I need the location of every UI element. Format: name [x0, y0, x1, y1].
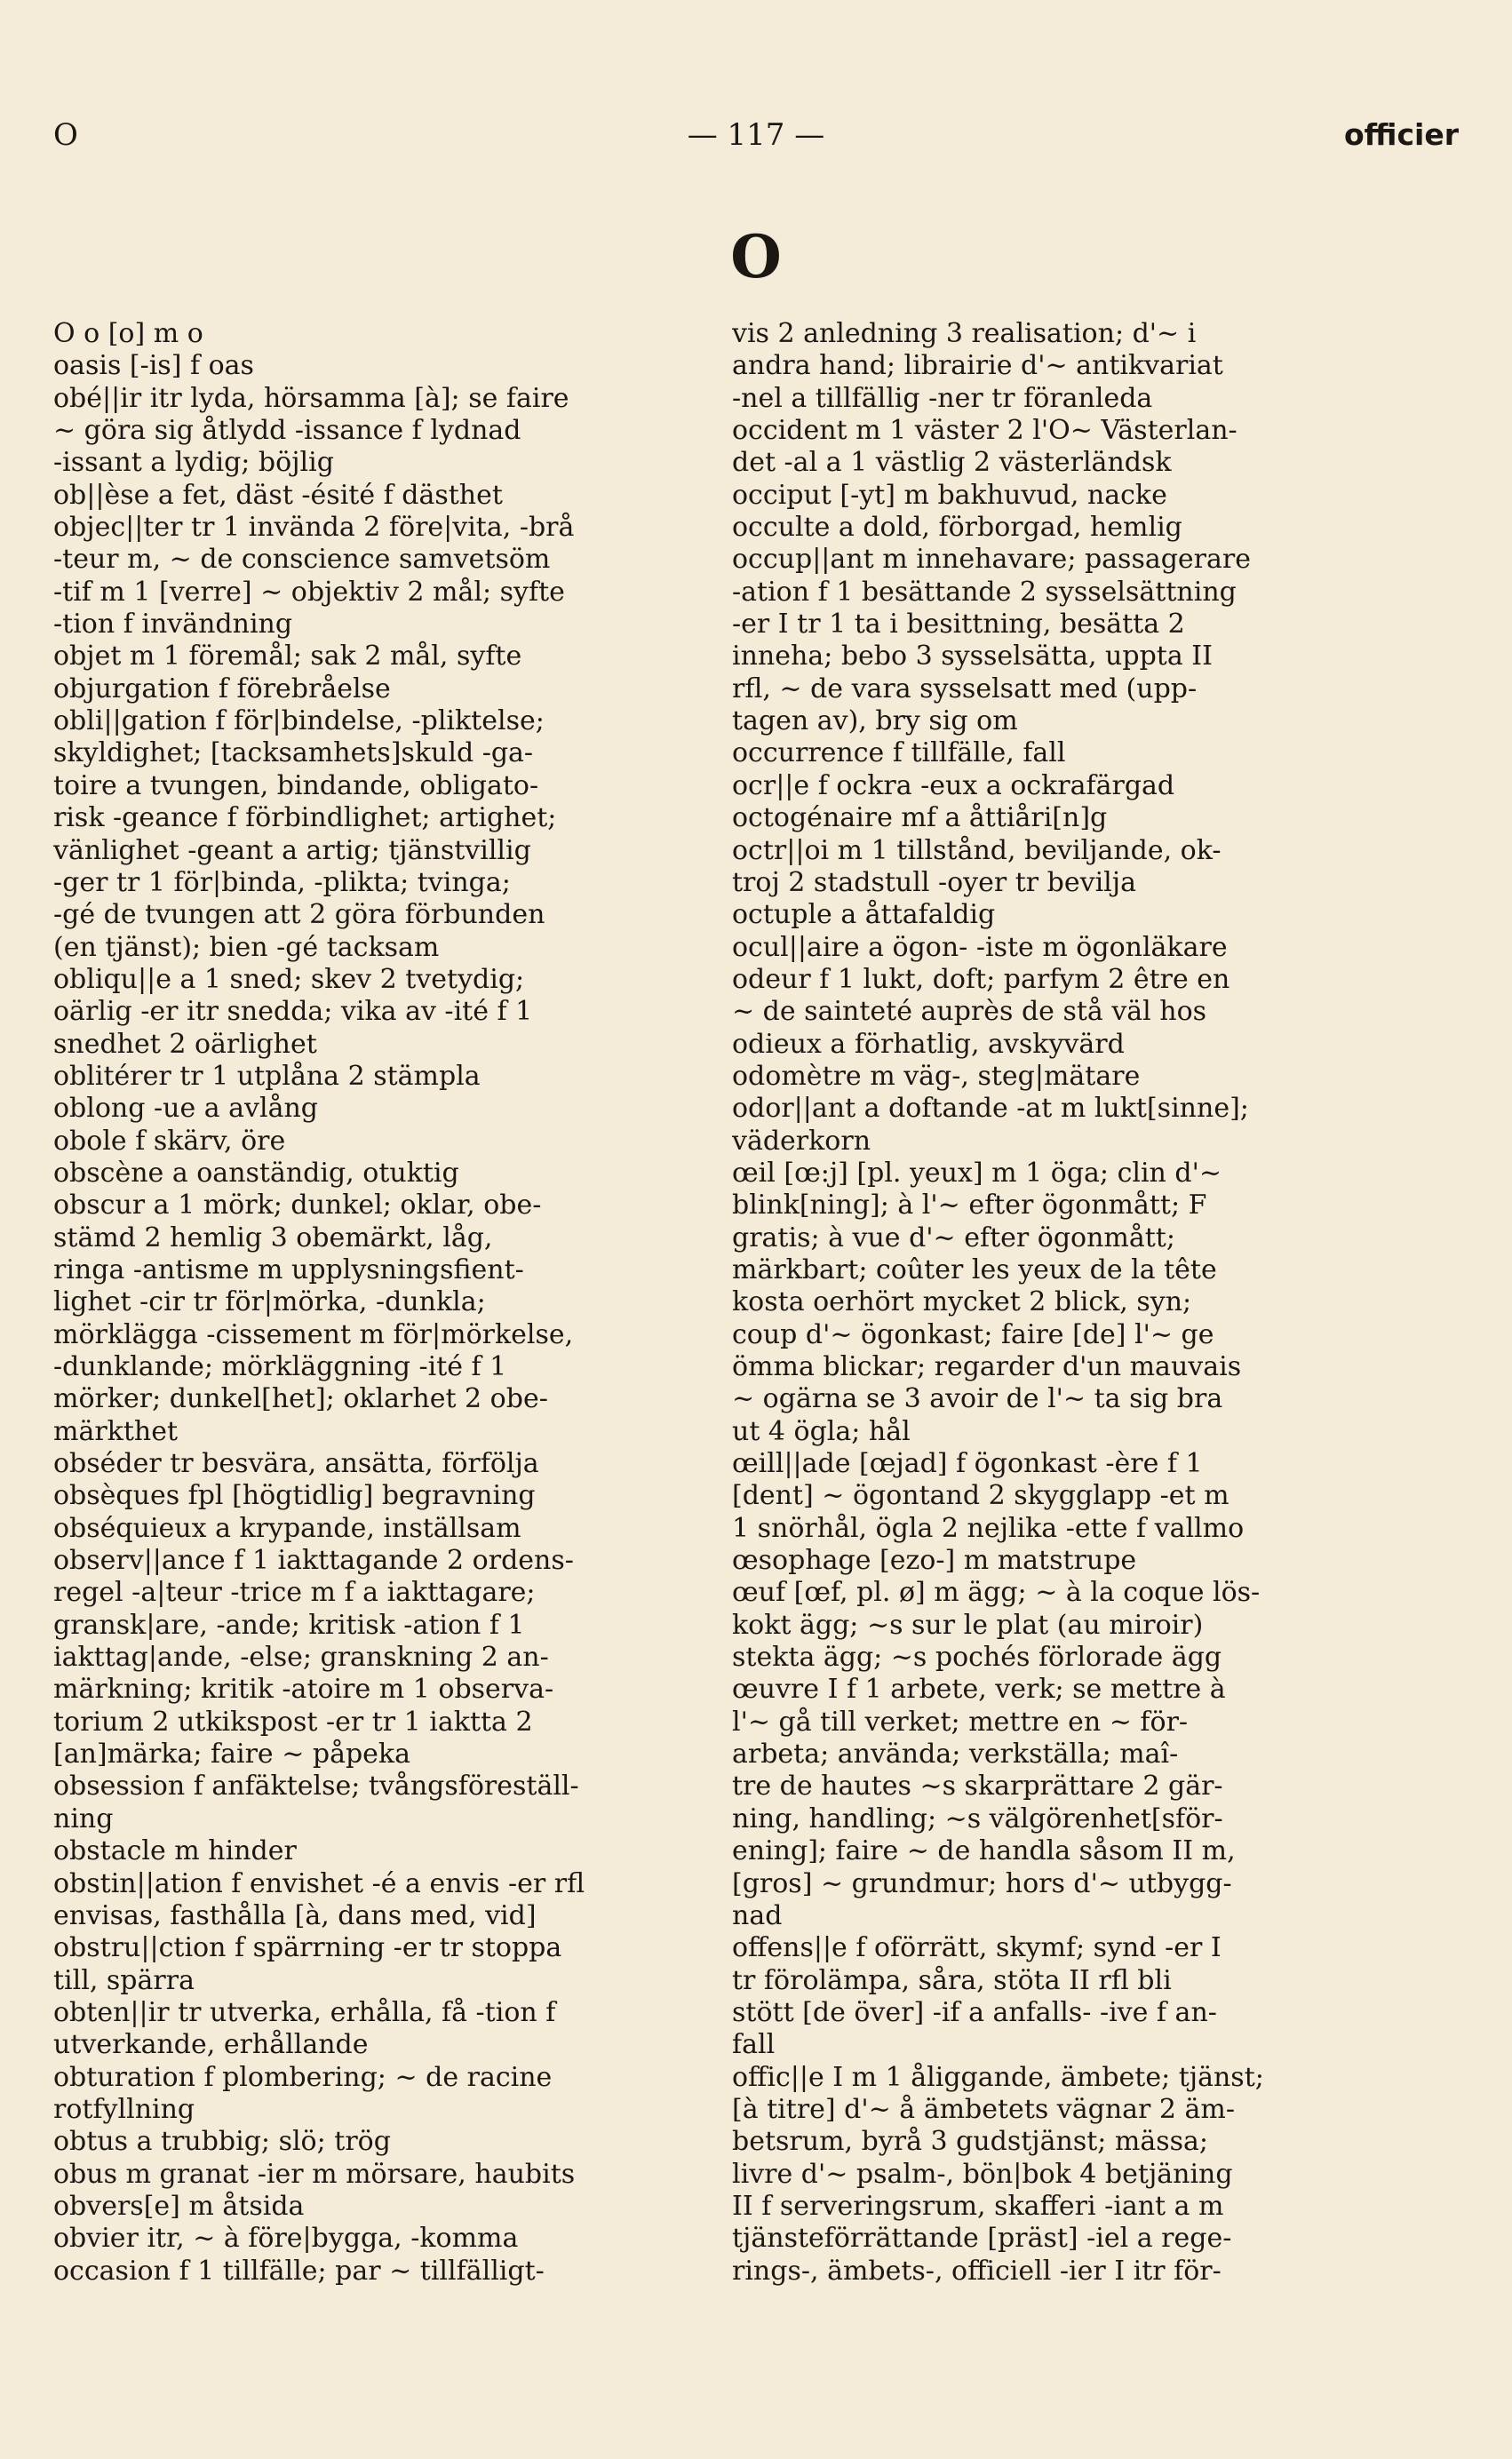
entry-line: rings-, ämbets-, officiell -ier I itr för-	[732, 2255, 1222, 2287]
entry-line: vänlighet -geant a artig; tjänstvillig	[53, 834, 531, 866]
entry-line: objet m 1 föremål; sak 2 mål, syfte	[53, 641, 522, 672]
entry-line: ob||èse a fet, däst -ésité f dästhet	[53, 479, 503, 511]
entry-line: oblitérer tr 1 utplåna 2 stämpla	[53, 1060, 481, 1092]
entry-line: ocr||e f ockra -eux a ockrafärgad	[732, 769, 1175, 801]
entry-line: rfl, ~ de vara sysselsatt med (upp-	[732, 672, 1198, 704]
entry-line: till, spärra	[53, 1964, 195, 1996]
entry-line: stekta ägg; ~s pochés förlorade ägg	[732, 1642, 1222, 1674]
entry-line: fall	[732, 2029, 776, 2061]
right-column	[732, 318, 1425, 2288]
entry-line: octuple a åttafaldig	[732, 899, 996, 931]
entry-line: snedhet 2 oärlighet	[53, 1028, 317, 1060]
entry-line: -nel a tillfällig -ner tr föranleda	[732, 382, 1153, 414]
entry-line: -er I tr 1 ta i besittning, besätta 2	[732, 609, 1185, 641]
entry-line: det -al a 1 västlig 2 västerländsk	[732, 447, 1172, 479]
entry-line: ning	[53, 1802, 114, 1834]
entry-line: blink[ning]; à l'~ efter ögonmått; F	[732, 1190, 1207, 1222]
entry-line: -dunklande; mörkläggning -ité f 1	[53, 1351, 507, 1382]
entry-line: -gé de tvungen att 2 göra förbunden	[53, 899, 545, 931]
entry-line: œuf [œf, pl. ø] m ägg; ~ à la coque lös-	[732, 1577, 1261, 1609]
entry-line: mörklägga -cissement m för|mörkelse,	[53, 1318, 574, 1350]
entry-line: lighet -cir tr för|mörka, -dunkla;	[53, 1286, 486, 1318]
entry-line: mörker; dunkel[het]; oklarhet 2 obe-	[53, 1383, 548, 1415]
entry-line: oärlig -er itr snedda; vika av -ité f 1	[53, 996, 533, 1028]
entry-line: stämd 2 hemlig 3 obemärkt, låg,	[53, 1222, 493, 1253]
entry-line: ening]; faire ~ de handla såsom II m,	[732, 1835, 1236, 1867]
entry-line: odeur f 1 lukt, doft; parfym 2 être en	[732, 963, 1230, 995]
entry-line: occulte a dold, förborgad, hemlig	[732, 512, 1182, 544]
entry-line: gratis; à vue d'~ efter ögonmått;	[732, 1222, 1175, 1253]
page-number: — 117 —	[687, 117, 825, 153]
entry-line: stött [de över] -if a anfalls- -ive f an-	[732, 1996, 1217, 2028]
entry-line: œill||ade [œjad] f ögonkast -ère f 1	[732, 1448, 1203, 1480]
entry-line: œuvre I f 1 arbete, verk; se mettre à	[732, 1674, 1226, 1706]
entry-line: rotfyllning	[53, 2093, 195, 2125]
entry-line: märkning; kritik -atoire m 1 observa-	[53, 1674, 554, 1706]
entry-line: [gros] ~ grundmur; hors d'~ utbygg-	[732, 1867, 1232, 1899]
entry-line: octr||oi m 1 tillstånd, beviljande, ok-	[732, 834, 1222, 866]
entry-line: offic||e I m 1 åliggande, ämbete; tjänst;	[732, 2061, 1264, 2093]
header-section-letter: O	[53, 117, 78, 153]
entry-line: obséder tr besvära, ansätta, förfölja	[53, 1448, 539, 1480]
entry-line: coup d'~ ögonkast; faire [de] l'~ ge	[732, 1318, 1214, 1350]
entry-line: obséquieux a krypande, inställsam	[53, 1512, 521, 1544]
entry-line: tjänsteförrättande [präst] -iel a rege-	[732, 2223, 1232, 2255]
entry-line: obliqu||e a 1 sned; skev 2 tvetydig;	[53, 963, 525, 995]
entry-line: inneha; bebo 3 sysselsätta, uppta II	[732, 641, 1213, 672]
entry-line: gransk|are, -ande; kritisk -ation f 1	[53, 1609, 525, 1641]
entry-line: -ger tr 1 för|binda, -plikta; tvinga;	[53, 866, 511, 898]
entry-line: iakttag|ande, -else; granskning 2 an-	[53, 1642, 549, 1674]
entry-line: ringa -antisme m upplysningsfient-	[53, 1253, 524, 1285]
entry-line: oblong -ue a avlång	[53, 1093, 318, 1125]
entry-line: oasis [-is] f oas	[53, 350, 254, 382]
entry-line: envisas, fasthålla [à, dans med, vid]	[53, 1899, 537, 1931]
entry-line: betsrum, byrå 3 gudstjänst; mässa;	[732, 2126, 1209, 2158]
section-letter-heading: O	[730, 222, 782, 291]
entry-line: œil [œ:j] [pl. yeux] m 1 öga; clin d'~	[732, 1157, 1222, 1189]
entry-line: occurrence f tillfälle, fall	[732, 737, 1066, 769]
entry-line: obstin||ation f envishet -é a envis -er rfl	[53, 1867, 585, 1899]
entry-line: odomètre m väg-, steg|mätare	[732, 1060, 1141, 1092]
entry-line: väderkorn	[732, 1125, 871, 1157]
entry-line: kosta oerhört mycket 2 blick, syn;	[732, 1286, 1192, 1318]
entry-line: torium 2 utkikspost -er tr 1 iaktta 2	[53, 1706, 533, 1738]
entry-line: nad	[732, 1899, 783, 1931]
entry-line: tre de hautes ~s skarprättare 2 gär-	[732, 1771, 1223, 1802]
header-guide-word: officier	[1343, 117, 1459, 152]
entry-line: livre d'~ psalm-, bön|bok 4 betjäning	[732, 2158, 1233, 2190]
entry-line: 1 snörhål, ögla 2 nejlika -ette f vallmo	[732, 1512, 1245, 1544]
entry-line: obscur a 1 mörk; dunkel; oklar, obe-	[53, 1190, 542, 1222]
entry-line: ömma blickar; regarder d'un mauvais	[732, 1351, 1242, 1382]
entry-line: occiput [-yt] m bakhuvud, nacke	[732, 479, 1167, 511]
entry-line: [an]märka; faire ~ påpeka	[53, 1739, 410, 1771]
entry-line: occasion f 1 tillfälle; par ~ tillfälligt-	[53, 2255, 545, 2287]
entry-line: -tion f invändning	[53, 609, 293, 641]
entry-line: obé||ir itr lyda, hörsamma [à]; se faire	[53, 382, 569, 414]
entry-line: troj 2 stadstull -oyer tr bevilja	[732, 866, 1136, 898]
entry-line: utverkande, erhållande	[53, 2029, 369, 2061]
entry-line: obvier itr, ~ à före|bygga, -komma	[53, 2223, 519, 2255]
entry-line: œsophage [ezo-] m matstrupe	[732, 1545, 1137, 1577]
entry-line: odieux a förhatlig, avskyvärd	[732, 1028, 1125, 1060]
entry-line: toire a tvungen, bindande, obligato-	[53, 769, 539, 801]
entry-line: [dent] ~ ögontand 2 skygglapp -et m	[732, 1480, 1229, 1512]
entry-line: odor||ant a doftande -at m lukt[sinne];	[732, 1093, 1249, 1125]
entry-line: obsèques fpl [högtidlig] begravning	[53, 1480, 536, 1512]
entry-line: obturation f plombering; ~ de racine	[53, 2061, 553, 2093]
entry-line: märkthet	[53, 1415, 179, 1447]
entry-line: obten||ir tr utverka, erhålla, få -tion f	[53, 1996, 556, 2028]
entry-line: obstru||ction f spärrning -er tr stoppa	[53, 1932, 562, 1964]
entry-line: objec||ter tr 1 invända 2 före|vita, -brå	[53, 512, 575, 544]
entry-line: skyldighet; [tacksamhets]skuld -ga-	[53, 737, 534, 769]
entry-line: O o [o] m o	[53, 318, 203, 349]
entry-line: arbeta; använda; verkställa; maî-	[732, 1739, 1179, 1771]
entry-line: tr förolämpa, såra, stöta II rfl bli	[732, 1964, 1172, 1996]
entry-line: obstacle m hinder	[53, 1835, 297, 1867]
entry-line: obscène a oanständig, otuktig	[53, 1157, 459, 1189]
entry-line: obus m granat -ier m mörsare, haubits	[53, 2158, 576, 2190]
entry-line: obvers[e] m åtsida	[53, 2190, 305, 2222]
entry-line: -issant a lydig; böjlig	[53, 447, 334, 479]
entry-line: regel -a|teur -trice m f a iakttagare;	[53, 1577, 536, 1609]
entry-line: offens||e f oförrätt, skymf; synd -er I	[732, 1932, 1222, 1964]
entry-line: l'~ gå till verket; mettre en ~ för-	[732, 1706, 1189, 1738]
entry-line: kokt ägg; ~s sur le plat (au miroir)	[732, 1609, 1204, 1641]
left-column	[53, 318, 746, 2288]
entry-line: ~ ogärna se 3 avoir de l'~ ta sig bra	[732, 1383, 1223, 1415]
entry-line: ~ göra sig åtlydd -issance f lydnad	[53, 415, 521, 447]
entry-line: -ation f 1 besättande 2 sysselsättning	[732, 576, 1237, 608]
entry-line: obli||gation f för|bindelse, -pliktelse;	[53, 705, 545, 737]
entry-line: andra hand; librairie d'~ antikvariat	[732, 350, 1223, 382]
entry-line: objurgation f förebråelse	[53, 672, 391, 704]
entry-line: occident m 1 väster 2 l'O~ Västerlan-	[732, 415, 1237, 447]
entry-line: vis 2 anledning 3 realisation; d'~ i	[732, 318, 1197, 349]
entry-line: -tif m 1 [verre] ~ objektiv 2 mål; syfte	[53, 576, 565, 608]
entry-line: märkbart; coûter les yeux de la tête	[732, 1253, 1217, 1285]
entry-line: octogénaire mf a åttiåri[n]g	[732, 802, 1108, 834]
entry-line: risk -geance f förbindlighet; artighet;	[53, 802, 557, 834]
entry-line: obsession f anfäktelse; tvångsföreställ-	[53, 1771, 579, 1802]
page-header	[53, 117, 1459, 171]
entry-line: ut 4 ögla; hål	[732, 1415, 911, 1447]
entry-line: ocul||aire a ögon- -iste m ögonläkare	[732, 931, 1228, 963]
entry-line: observ||ance f 1 iakttagande 2 ordens-	[53, 1545, 574, 1577]
entry-line: -teur m, ~ de conscience samvetsöm	[53, 544, 551, 576]
entry-line: II f serveringsrum, skafferi -iant a m	[732, 2190, 1224, 2222]
entry-line: [à titre] d'~ å ämbetets vägnar 2 äm-	[732, 2093, 1236, 2125]
entry-line: obole f skärv, öre	[53, 1125, 286, 1157]
entry-line: occup||ant m innehavare; passagerare	[732, 544, 1252, 576]
entry-line: tagen av), bry sig om	[732, 705, 1018, 737]
entry-line: (en tjänst); bien -gé tacksam	[53, 931, 440, 963]
entry-line: obtus a trubbig; slö; trög	[53, 2126, 391, 2158]
entry-line: ning, handling; ~s välgörenhet[sför-	[732, 1802, 1223, 1834]
entry-line: ~ de sainteté auprès de stå väl hos	[732, 996, 1207, 1028]
